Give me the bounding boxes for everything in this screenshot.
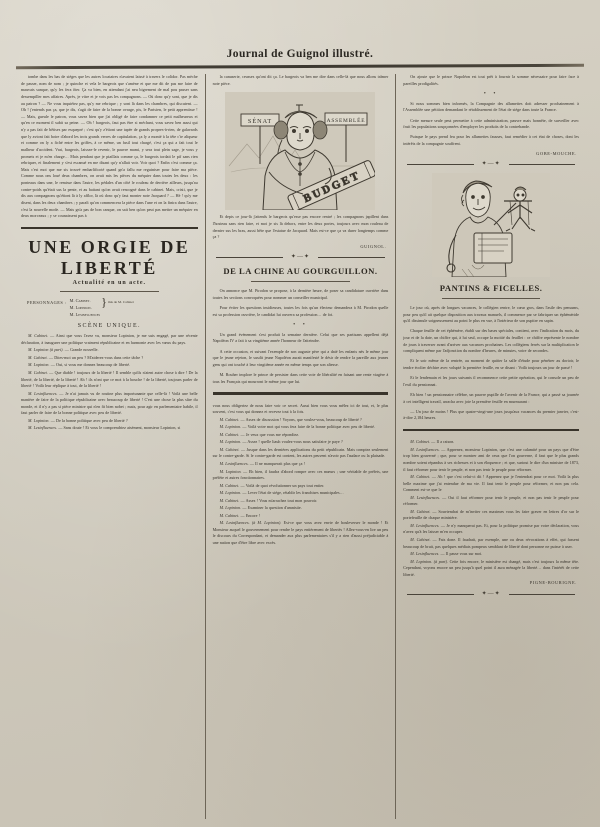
column-right xyxy=(395,74,586,819)
scene-label: SCÈNE UNIQUE. xyxy=(77,323,141,330)
column-middle xyxy=(205,74,396,819)
dialogue-text: — Grande nouvelle. xyxy=(64,347,99,353)
news-paragraph: Pour éviter les questions insidieuses, toutes les fois qu'un électeur demandera à M. Pirodon quelle est sa profession ouvrière, le candidat lui ouvrera sa profession… de foi. xyxy=(212,305,389,317)
dialogue-line xyxy=(403,439,579,446)
sign-label-senat: SÉNAT xyxy=(248,118,273,126)
speaker-name: M. Cabinet. xyxy=(219,431,240,437)
dialogue-text: Est-ce que vous avez envie de bouleverser le monde ! Et Monsieur auquel le gouvernement pour rendre le pays entièrement de libertés ! Allez-vous-en lire un peu le discours du Correspondant, et demander aux plus parlementaires s'il y a rien d'aussi préjudiciable à une nation que d'être libre avec excès. xyxy=(212,520,389,546)
illustration-chine xyxy=(213,92,389,210)
speaker-name: M. Cabinet. xyxy=(219,512,240,518)
dialogue-text: — Assez ! quelle liauh voulez-vous nous satisfaire je paye ? xyxy=(242,439,343,445)
puppeteer-with-marionette-illustration xyxy=(432,173,550,277)
story-continuation: tombe dans les bas de siéges que les autres locataires n'avaient laissé à travers le colidor. Pas mèche de passer, nom de nom ; je quinche et vela le bargeois que s'amène et que me dit de pas me faire de mauvais sanque, qu'y les fera ôter. Ça va bien, en attendant j'ai neu bigrement de mal pou passer sans dessempiller mes affaires. Après, je vitre et je vois pas les compagnons. — Où donc qu'y sont, que je dis au patron ? — Ne vous inquiétez pas, qu'y me rebrique ; y sont là dans les chambres, qui discutent. — Oh ! j'entends pas ça, que je dis, s'agit de faire de la bonne ovrage, pis, le Parisien, le petit apprentisse ! — Mais, gueule le patron, vous savez bien que j'ai obligé de faire condamner ce petit malheureux et qu'en ce moment il subit sa peine. — Oh ! bargeois, faut pas être si méchant, vous savez ben aussi qui n'y a pas fait de bêtises par esquepré ; c'est qu'y z'étiont une tapée de grands propres-à-rien, de galavards que ly aviont fait boire d'abord les trois grands verres de capitulation, ça ly a monté à la tête c'te aliqueur et comme on ly a fiché entre les griffes, à ce même, un fusil tout chargé, c'est ça qui a fait tout le malheur d'accident. Vrai, bargeois, laissez-le revenir, le pauvre mami, y sera tout plein sage, je vous y promets et je m'en charge… Mais pendant que je piaillais comme ça, le bargeois tordait le pif sans rien rebriquer, et finalement y s'est escanué en me disant qu'y n'allait voir. Voir quoi ? Enfin c'est comme ça. Mais c'est moi que me sis trouvé embarlificoté quand gn'a fallu me reguiniser pour faire ma pièce. Comme nous ons loué deux chambres, on avait mis les pièces du méquier dans toutes les deux : les ponteaux dans une, le remisse dans l'autre, les pédales d'un côté le rouleau de derrière ailleurs, jusqu'au contre-poids qu'était sus la pente, et au battant qu'on avait rencogné dans le cabinet. Mais, cristi, que je dis aux compagnons qu'étiont là à ly afflor, là où donc qu'y faut monter note Jacquard ? — Hè ! qu'y me disent, dans les deux chambres ; y paraît qu'on commencera la pièce dans l'une et on la finira dans l'autre, c'est la nouvelle mode. — Mais gn'a pas de bon canque, on sait ben qu'on peut pas mettre un méquier en deux morceaux ; y se counaissent pas à xyxy=(21,74,198,219)
article-paragraph: Et le lendemain et les jours suivants il recommence cette petite opération, qui le console un peu de l'exil du pensionnat. xyxy=(403,375,579,387)
speaker-name: M. Cabinet. xyxy=(219,482,240,488)
speaker-name: M. Lesinfluences. xyxy=(410,551,440,557)
section-rule xyxy=(442,298,540,299)
dialogue-line xyxy=(213,417,389,424)
news-signature: GOBE-MOUCHE. xyxy=(536,151,577,156)
dialogue-text: — De la bonne politique avec peu de liberté ? xyxy=(50,417,128,423)
dialogue-text: — Eh bien, il faudra d'abord rompre avec ces mœurs ; une véritable de préfets, une préfète et autres fonctionnaires. xyxy=(212,468,389,481)
speaker-name: M. Cabinet. xyxy=(410,537,431,543)
speaker-name: M. Cabinet. xyxy=(410,439,430,445)
dialogue-text: — Que diable ! toujours de la liberté ! Il semble qu'ils n'aient autre chose à dire ! De la liberté, de la liberté, de la liberté ! Ah ! ils n'ont que ce mot à la bouche ! de la liberté, toujours parler de liberté ! Voilà leur réplique à tout, de la liberté ! xyxy=(21,369,198,389)
dialogue-plain: vous nous obligeriez de nous faire voir ce secret. Aussi bien vous vous mêlez ici de tout, et, le plus souvent, c'est vous qui donnez et recevez tout à la fois. xyxy=(212,402,389,415)
dialogue-line xyxy=(213,461,389,468)
dialogue-line xyxy=(403,523,579,536)
article-paragraph: Eh bien ! un pensionnaire célèbre, un pauvre pupille de l'avenir de la France, qui a passé sa journée à cet intelligent travail, arracha avec joie la première feuille en murmurant : xyxy=(403,391,579,404)
speaker-name: M. Lesinfluences. xyxy=(219,520,250,526)
cast-brace: } xyxy=(101,295,107,310)
column-container xyxy=(14,74,586,819)
speaker-name: M. Lopinion. xyxy=(219,424,242,430)
dialogue-text: — Apprenez, monsieur Lopinion, que c'est une calamité pour un pays que d'être trop bien gouverné ; que, pour se montrer ami de ceux que l'on gouverne, il faut que le plus grands nombre soient répandus à ses richesses et à son éloquence ; et que, surtout le dire d'un ministre de 1873, il faut réformer pour tenir le peuple, et non pas tenir le peuple pour réformer. xyxy=(403,446,579,472)
scroll-label: BUDGET xyxy=(302,169,364,206)
dialogue-line xyxy=(213,520,389,546)
dialogue-line xyxy=(403,509,579,522)
speaker-name: M. Cabinet. xyxy=(410,474,431,480)
dialogue-line xyxy=(213,432,389,439)
speaker-name: M. Cabinet. xyxy=(219,416,240,422)
play-signature: PIGNE-BOURIGNE. xyxy=(529,580,577,586)
sign-label-assemblee: ASSEMBLÉE xyxy=(327,118,366,125)
news-paragraph: Puisque le pays prend feu pour les allumettes fausses, faut remédier à cet état de choses, dont les intérêts de la compagnie souffrent. xyxy=(403,134,579,146)
play-divider xyxy=(213,392,389,395)
dialogue-line xyxy=(21,347,198,354)
speaker-name: M. Lopinion. xyxy=(219,505,242,511)
star-divider: • • xyxy=(293,321,308,328)
dialogue-text: — Il passe vous sur moi. xyxy=(440,551,483,557)
cast-label: PERSONNAGES : xyxy=(27,300,67,306)
dialogue-line xyxy=(21,418,198,425)
dialogue-line xyxy=(213,498,389,505)
dialogue-text: — Oui il faut réformer pour tenir le peuple, et non pas tenir le peuple pour réformer. xyxy=(403,494,579,507)
dialogue-line xyxy=(403,495,579,508)
dialogue-line xyxy=(213,469,389,482)
speaker-name: M. Cabinet. xyxy=(410,508,431,514)
dialogue-text: — Dites-moi un peu ? M'aiderez-vous dans cette tâche ? xyxy=(48,354,144,360)
speaker-name: M. Lopinion. xyxy=(219,468,242,474)
dialogue-line xyxy=(21,362,198,369)
news-paragraph: On annonce que M. Pirodon se propose, à la dernière heure, de poser sa candidature ouvrière dans toutes les sections convoquées pour nommer un conseiller municipal. xyxy=(212,288,389,300)
dialogue-line xyxy=(403,474,579,494)
play-rule xyxy=(60,291,159,292)
article-paragraph: Le jour où, après de longues vacances, le collégien rentre, le cœur gros, dans l'asile des pensums, pour peu qu'il ait quelque disposition aux travaux manuels, il commence par se fabriquer un éphéméride qu'il dissimule soigneusement au point le plus en vue, à l'intérieur de son pupitre en sapin. xyxy=(403,305,579,324)
news-paragraph: Un grand événement s'est produit la semaine dernière. Celui que ses partisans appellent déjà Napoléon IV a fait à sa vingtième année l'honneur de l'atteindre. xyxy=(212,331,389,344)
dialogue-text: — Jusque dans les dernières applications du petit républicain. Mais comptez seulement sur le contre-garde. Si le contre-garde est content, les autres peuvent n'avoir pas l'audace ou la plaisade. xyxy=(212,446,389,459)
news-paragraph: M. Rouher implore le prince de persister dans cette voie de libéralité en faisant une rente viagère à tous les Français qui mourront le même jour que lui. xyxy=(212,371,389,384)
ornament-divider: ✦—✦ xyxy=(403,161,579,167)
play-subtitle: Actualité en un acte. xyxy=(72,280,146,287)
speaker-name: M. Cabinet. xyxy=(28,333,49,339)
dialogue-line xyxy=(403,559,579,579)
dialogue-line xyxy=(403,447,579,473)
speaker-name: M. Lopinion. xyxy=(219,490,242,496)
dialogue-line xyxy=(213,490,389,497)
article-paragraph: — Un jour de moins ! Plus que quatre-vingt-une jours jusqu'aux vacances du premier janvier, c'est-à-dire 2,184 heures. xyxy=(403,408,579,421)
dialogue-line xyxy=(213,424,389,431)
dialogue-line xyxy=(403,537,579,550)
dialogue-line xyxy=(403,551,579,558)
news-paragraph: Si nous sommes bien informés, la Compagnie des allumettes doit adresser prochainement à l'Assemblée une pétition demandant le rétablissement de l'état de siége dans toute la France. xyxy=(403,100,579,113)
speaker-name: M. Cabinet. xyxy=(28,354,48,360)
speaker-name: M. Lopinion xyxy=(28,347,49,353)
play-title: UNE ORGIE DE LIBERTÉ xyxy=(28,237,191,279)
dialogue-line xyxy=(21,370,198,390)
ornament-divider-bottom: ✦—✦ xyxy=(403,591,579,597)
dialogue-text: — Ah ! que c'est celui-ci dit ! Apprenez que je l'entendrai pour ce mot. Voilà la plus belle maxime que j'ai entendue de ma vie. Il faut tenir le peuple pour réformer, et non pas cela. Comment est-ce que le xyxy=(403,474,579,493)
speaker-name: M. Lesinfluences. xyxy=(410,446,440,452)
dialogue-line xyxy=(21,333,198,346)
page-title: Journal de Guignol illustré. xyxy=(226,48,374,60)
dialogue-text: — Assez ! Vous m'arrachez tout mon pouvoir. xyxy=(240,497,318,503)
dialogue-text: — Ainsi que vous l'avez vu, monsieur Lopinion, je me suis engagé, par une récente déclaration, à inaugurer une politique vraiment républicaine et en harmonie avec les vœux du pays. xyxy=(21,333,198,345)
speaker-name: M. Lesinfluences. xyxy=(28,425,57,431)
section-rule xyxy=(251,281,349,282)
speaker-name: M. Cabinet. xyxy=(219,446,240,452)
news-paragraph: On ajoute que le prince Napoléon est tout prêt à fournir la somme nécessaire pour faire face à pareilles prodigalités. xyxy=(403,74,579,86)
dialogue-text: — Lever l'état de siége, rétablir les franchises municipales… xyxy=(242,490,344,496)
dialogue-text: — Oui, si vous me donnez beaucoup de liberté. xyxy=(50,362,131,368)
dialogue-text: — Il ne manquerait plus que ça ! xyxy=(249,461,306,466)
stage-direction: (à part). xyxy=(49,347,64,353)
cast-name: M. Lopinion. xyxy=(69,304,92,310)
column-left xyxy=(14,74,205,819)
dialogue-line xyxy=(21,391,198,417)
cast-list xyxy=(27,295,198,318)
star-divider: • • xyxy=(483,90,499,97)
stage-direction: (à part). xyxy=(433,558,448,564)
news-paragraph: A cette occasion, et suivant l'exemple de son auguste père qui a daté les enfants nés le même jour que le jeune rejeton, le susdit jeune Napoléon aurait manifesté le désir de rendre la pareille aux jeunes gens qui ont touché à leur vingtième année en même temps que son altesse. xyxy=(212,348,389,367)
stage-direction: (à M. Lopinion). xyxy=(251,520,282,526)
article-paragraph: Et le soir même de la rentrée, au moment de quitter la salle d'étude pour pénétrer au dortoir, le tendre écolier déchire avec volupté la première feuille, en se disant : Voilà toujours un jour de passé ! xyxy=(403,358,579,370)
dialogue-text: — Encore ! xyxy=(240,512,261,518)
dialogue-line xyxy=(213,483,389,490)
article-paragraph: Chaque feuille de cet éphémère, établi sur des bases spéciales, contient, avec l'indication du mois, du jour et de la date, un chiffre qui, à lui seul, occupe la moitié du feuillet : ce chiffre représente le nombre de jours à traverser avant d'arriver aux vacances prochaines. Les collégiens ferrés sur la multiplication le compliquent même par l'adjonction du nombre d'heures, de minutes, voire de secondes. xyxy=(403,328,579,354)
dialogue-text: — Assez de discussion ! Voyons, que voulez-vous, beaucoup de liberté ? xyxy=(240,416,362,422)
dialogue-text: Cette fois encore, le ministère est changé, mais c'est toujours la même tête. Cependant, voyons encore un peu jusqu'à quel point il aura ménagée la liberté… dans l'intérêt de cette liberté. xyxy=(403,558,579,577)
chinese-figure-with-scroll-illustration xyxy=(225,92,375,210)
speaker-name: M. Lopinion. xyxy=(28,362,50,368)
dialogue-line xyxy=(213,439,389,446)
section-title-chine: DE LA CHINE AU GOURGUILLON. xyxy=(223,266,378,277)
dialogue-text: — Je n'ai jamais vu de routine plus importunante que celle-là ! Voilà une belle manière de faire de la politique républicaine avec beaucoup de liberté ! C'est une chose la plus sûre du monde, et il n'y a pas si pièce ministre qui n'en fit bien nobet ; mais, pour agir en parlementaire habile, il faut parler de faire de la bonne politique avec peu de liberté. xyxy=(21,390,198,416)
cast-name: M. Cabinet. xyxy=(69,298,91,304)
dialogue-line xyxy=(213,513,389,520)
ornament-divider: ✦—✦ xyxy=(213,254,389,260)
play-divider xyxy=(403,429,579,432)
dialogue-text: — Je veux que vous me répondiez. xyxy=(240,431,300,437)
dialogue-line xyxy=(21,425,198,432)
play-divider xyxy=(21,227,198,230)
speaker-name: M. Lopinion. xyxy=(28,417,50,423)
story-end: la canuserie, ceusses qu'ont dit ça. Le bargeois va ben me dire dans celle-là que nous allons trâmer note pièce. xyxy=(212,74,389,86)
cast-names xyxy=(70,298,100,318)
dialogue-text: — Je n'y manquerai pas. Et, pour la politique promise par votre déclaration, vous n'avez qu'à les laisser m'en occuper. xyxy=(403,522,579,535)
speaker-name: M. Lesinfluences. xyxy=(410,494,441,500)
dialogue-text: — Souviendrai de m'inviter ces maximes vous les faire graver en lettres d'or sur le portefeuille de chaque ministère. xyxy=(403,508,579,521)
dialogue-line xyxy=(21,355,198,362)
speaker-name: M. Cabinet. xyxy=(219,497,240,503)
speaker-name: M. Lesinfluences. xyxy=(219,461,249,466)
speaker-name: M. Lesinfluences. xyxy=(28,390,58,396)
dialogue-text: — Examiner la question d'amnistie. xyxy=(242,505,302,511)
cast-name: M. Lesinfluences xyxy=(69,311,101,317)
story-signature: GUIGNOL. xyxy=(360,244,387,250)
dialogue-text: — Fais done. Il faudrait, par exemple, une ou deux révocations à effet, qui fassent beaucoup de bruit, pas quelques médiats pompeux semblant de liberté dont personne ne puisse à user. xyxy=(403,537,579,549)
after-illustration-text: Et depis ce jour-là j'attends le bargeois qu'esse pas encore rentré ; les compagnons japillent dans l'hosteau sans rien faire, et moi je sis là dehors, entre les deux portes, toujours avec mon rouleau de dernier sus les bras, aussi bête que l'estatue de Jacquard. Mais est-ce que ça va durer longtemps comme ça ? xyxy=(212,214,389,240)
speaker-name: M. Lopinion. xyxy=(410,558,433,564)
dialogue-text: — Sans doute ! Et vous le comprendriez aisément, monsieur Lopinion, si xyxy=(58,425,181,431)
speaker-name: M. Cabinet. xyxy=(28,369,48,375)
dialogue-line xyxy=(213,505,389,512)
dialogue-text: — Voilà votre mot qui vous fera faire de la bonne politique avec peu de liberté. xyxy=(242,424,376,430)
dialogue-line xyxy=(213,447,389,460)
news-paragraph: Cette mesure seule peut permettre à cette administration, pauvre mais honnête, de surveiller avec fruit les populations soupçonnées d'employer les produits de la contrebande. xyxy=(403,117,579,130)
section-title-pantins: PANTINS & FICELLES. xyxy=(439,283,543,293)
dialogue-text: — Il a raison. xyxy=(431,439,455,445)
speaker-name: M. Lesinfluences. xyxy=(410,522,440,528)
cast-note: mis de M. Cabinet xyxy=(107,300,134,305)
illustration-pantins xyxy=(403,173,579,277)
speaker-name: M. Lopinion. xyxy=(219,439,242,445)
dialogue-text: — Voilà de quoi révolutionner un pays tout entier. xyxy=(240,482,325,488)
